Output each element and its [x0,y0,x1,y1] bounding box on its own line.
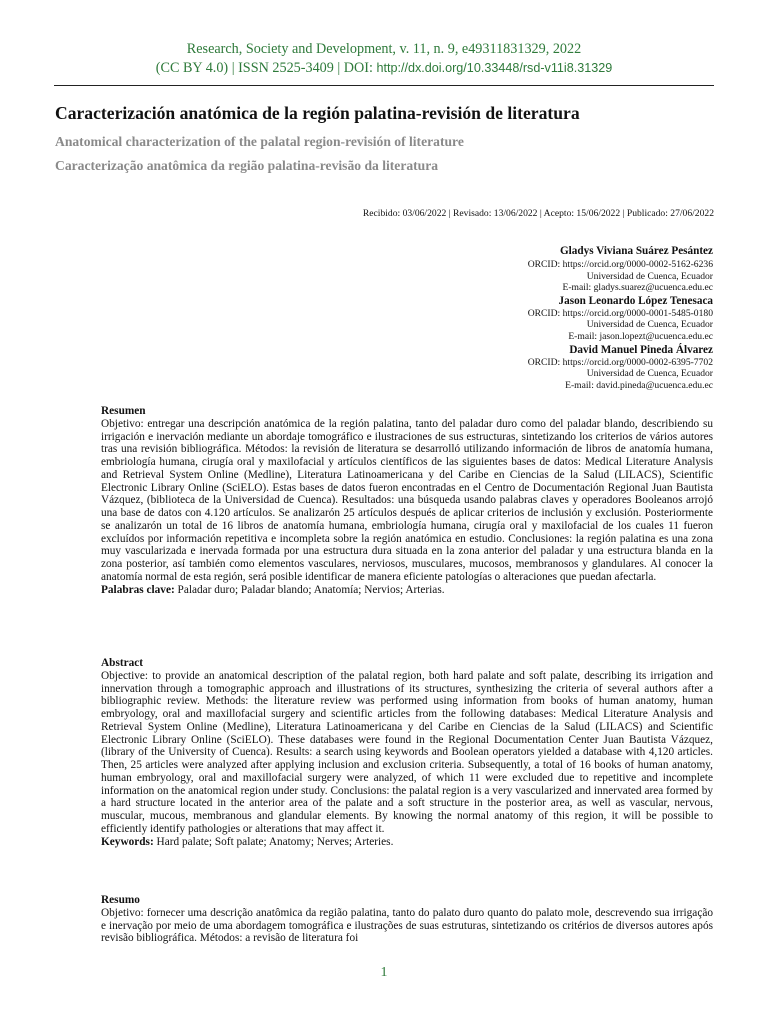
author-2 [313,294,713,343]
abstract-keywords [101,836,713,849]
author-name: David Manuel Pineda Álvarez [569,343,713,356]
author-1 [313,244,713,294]
author-email[interactable]: E-mail: david.pineda@ucuenca.edu.ec [565,379,713,391]
author-name: Jason Leonardo López Tenesaca [558,294,713,307]
keywords-list: Hard palate; Soft palate; Anatomy; Nerves; Arteries. [153,835,394,848]
author-orcid[interactable]: ORCID: https://orcid.org/0000-0001-5485-0180 [527,307,713,319]
header-divider [54,85,714,86]
license-issn-text: (CC BY 4.0) | ISSN 2525-3409 | DOI: [155,60,377,76]
keywords-label: Keywords: [101,835,154,848]
publication-dates: Recibido: 03/06/2022 | Revisado: 13/06/2022 | Acepto: 15/06/2022 | Publicado: 27/06/2022 [362,208,714,219]
title-spanish: Caracterización anatómica de la región palatina-revisión de literatura [55,103,580,123]
resumen-section [101,405,713,596]
author-block [313,244,713,391]
author-affiliation: Universidad de Cuenca, Ecuador [586,270,713,282]
abstract-heading: Abstract [101,657,144,669]
author-orcid[interactable]: ORCID: https://orcid.org/0000-0002-5162-6236 [527,259,713,270]
resumo-heading: Resumo [101,894,140,906]
resumen-heading: Resumen [101,405,146,417]
journal-citation: Research, Society and Development, v. 11, n. 9, e49311831329, 2022 [186,41,582,57]
abstract-section [101,657,713,848]
keywords-label: Palabras clave: [101,583,175,596]
journal-header [0,40,768,78]
author-affiliation: Universidad de Cuenca, Ecuador [586,319,713,331]
author-3 [313,343,713,392]
title-english: Anatomical characterization of the palatal region-revisión of literature [55,134,464,149]
author-name: Gladys Viviana Suárez Pesántez [559,245,713,257]
author-email[interactable]: E-mail: jason.lopezt@ucuenca.edu.ec [568,330,713,342]
resumen-keywords [101,584,713,597]
title-portuguese: Caracterização anatômica da região palatina-revisão da literatura [55,158,439,173]
page-number: 1 [380,965,388,980]
author-email[interactable]: E-mail: gladys.suarez@ucuenca.edu.ec [562,282,713,294]
abstract-body: Objective: to provide an anatomical description of the palatal region, both hard palate and soft palate, describing its irrigation and innervation through a tomographic approach and illustrations of its structures, synthesizing the criteria of several authors after a bibliographic review. Methods: the literature review was performed using information from books of human anatomy, human embryology, oral and maxillofacial surgery and scientific articles from the following databases: Medical Literature Analysis and Retrieval System Online (Medline), Literatura Latinoamericana y del Caribe en Ciencias de la Salud (LILACS) and Scientific Electronic Library Online (SciELO). These databases were found in the Regional Documentation Center Juan Bautista Vázquez, (library of the University of Cuenca). Results: a search using keywords and Boolean operators yielded a database with 4,120 articles. Then, 25 articles were analyzed after applying inclusion and exclusion criteria. Subsequently, a total of 16 books of human anatomy, human embryology, oral and maxillofacial surgery were analyzed, of which 11 were excluded due to repetitive and incomplete information on the anatomical region under study. Conclusions: the palatal region is a very vascularized and innervated area formed by a hard structure located in the anterior area of the palate and a soft structure in the posterior area, as well as vascular, nervous, muscular, mucous, membranous and glandular elements. By knowing the normal anatomy of this region, it will be possible to efficiently identify pathologies or alterations that may affect it. [101,669,713,835]
journal-license-line [0,59,768,78]
keywords-list: Paladar duro; Paladar blando; Anatomía; Nervios; Arterias. [174,583,445,596]
resumo-section [101,894,713,945]
author-orcid[interactable]: ORCID: https://orcid.org/0000-0002-6395-7702 [527,356,713,368]
resumen-body: Objetivo: entregar una descripción anatómica de la región palatina, tanto del paladar duro como del paladar blando, describiendo su irrigación e inervación mediante un abordaje tomográfico e ilustraciones de sus estructuras, sintetizando los criterios de vários autores tras una revisión bibliográfica. Métodos: la revisión de literatura se desarrolló utilizando información de libros de anatomía humana, embriología humana, cirugía oral y maxilofacial y artículos científicos de las siguientes bases de datos: Medical Literature Analysis and Retrieval System Online (Medline), Literatura Latinoamericana y del Caribe en Ciencias de la Salud (LILACS), Scientific Electronic Library Online (SciELO). Estas bases de datos fueron encontradas en el Centro de Documentación Regional Juan Bautista Vázquez, (biblioteca de la Universidad de Cuenca). Resultados: una búsqueda usando palabras claves y operadores Booleanos arrojó una base de datos con 4.120 artículos. Se analizarón 25 artículos después de aplicar criterios de inclusión y exclusión. Posteriormente se analizarón un total de 16 libros de anatomía humana, embriología humana, cirugía oral y maxilofacial de los cuales 11 fueron excluídos por información repetitiva e incompleta sobre la región anatómica en estudio. Conclusiones: la región palatina es una zona muy vascularizada e inervada formada por una estructura dura situada en la zona anterior del paladar y una estructura blanda en la zona posterior, así también como elementos vasculares, nerviosos, musculares, mucosos, membranosos y glandulares. Al conocer la anatomía normal de esta región, será posible identificar de manera eficiente patologías o alteraciones que puedan afectarla. [101,417,713,583]
resumo-body: Objetivo: fornecer uma descrição anatômica da região palatina, tanto do palato duro quanto do palato mole, descrevendo sua irrigação e inervação por meio de uma abordagem tomográfica e ilustrações de suas estruturas, sintetizando os critérios de diversos autores após revisão bibliográfica. Métodos: a revisão de literatura foi [101,906,713,945]
author-affiliation: Universidad de Cuenca, Ecuador [586,368,713,380]
doi-link[interactable]: http://dx.doi.org/10.33448/rsd-v11i8.31329 [376,61,613,75]
